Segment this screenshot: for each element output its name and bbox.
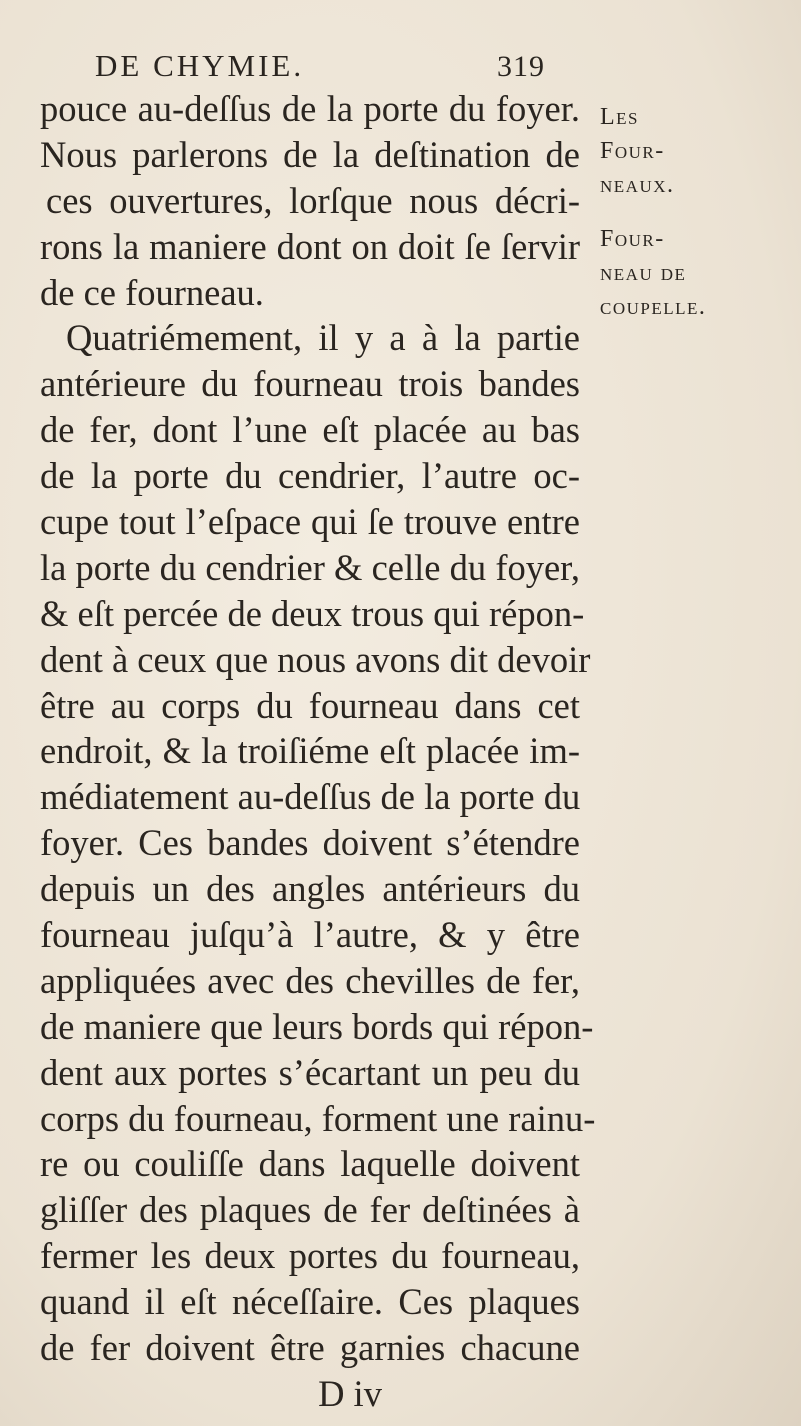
text-line: depuis un des angles antérieurs du: [40, 868, 580, 910]
running-title: DE CHYMIE.: [95, 48, 305, 83]
margin-notes: [600, 100, 800, 324]
text-line: fourneau juſqu’à l’autre, & y être: [40, 914, 580, 956]
text-line: appliquées avec des chevilles de fer,: [40, 959, 580, 1001]
text-line: pouce au-deſſus de la porte du foyer.: [40, 88, 580, 129]
margin-note-line: coupelle.: [600, 294, 707, 320]
margin-note-line: Les: [600, 104, 639, 130]
text-line: de la porte du cendrier, l’autre oc-: [40, 455, 580, 497]
margin-note-gap: [600, 202, 800, 222]
text-line: Quatriémement, il y a à la partie: [66, 317, 580, 359]
signature-mark: D iv: [318, 1372, 382, 1414]
running-head: [95, 48, 545, 88]
text-line: & eſt percée de deux trous qui répon-: [40, 592, 585, 634]
text-line: de ce fourneau.: [40, 271, 264, 313]
margin-note-line: Four-: [600, 226, 665, 252]
text-line: antérieure du fourneau trois bandes: [40, 363, 580, 405]
text-line: gliſſer des plaques de fer deſtinées à: [40, 1189, 580, 1231]
text-line: rons la maniere dont on doit ſe ſervir: [40, 225, 580, 267]
text-line: de fer, dont l’une eſt placée au bas: [40, 409, 580, 451]
text-line: corps du fourneau, forment une rainu-: [40, 1097, 596, 1139]
margin-note-line: Four-: [600, 138, 665, 164]
text-line: endroit, & la troiſiéme eſt placée im-: [40, 730, 580, 772]
page-number: 319: [497, 50, 545, 83]
text-line: cupe tout l’eſpace qui ſe trouve entre: [40, 501, 580, 543]
text-line: dent aux portes s’écartant un peu du: [40, 1051, 580, 1093]
text-line: ces ouvertures, lorſque nous décri-: [46, 179, 580, 221]
body-text: [40, 86, 596, 1417]
text-line: dent à ceux que nous avons dit devoir: [40, 638, 591, 680]
text-line: de maniere que leurs bords qui répon-: [40, 1005, 594, 1047]
text-line: foyer. Ces bandes doivent s’étendre: [40, 822, 580, 864]
text-line: de fer doivent être garnies chacune: [40, 1327, 580, 1369]
text-line: être au corps du fourneau dans cet: [40, 684, 580, 726]
text-line: fermer les deux portes du fourneau,: [40, 1235, 580, 1277]
margin-note-line: neaux.: [600, 172, 675, 198]
text-line: médiatement au-deſſus de la porte du: [40, 776, 581, 818]
text-line: quand il eſt néceſſaire. Ces plaques: [40, 1281, 580, 1323]
text-line: Nous parlerons de la deſtination de: [40, 133, 580, 175]
text-line: re ou couliſſe dans laquelle doivent: [40, 1143, 580, 1185]
margin-note-line: neau de: [600, 260, 687, 286]
text-line: la porte du cendrier & celle du foyer,: [40, 546, 580, 588]
